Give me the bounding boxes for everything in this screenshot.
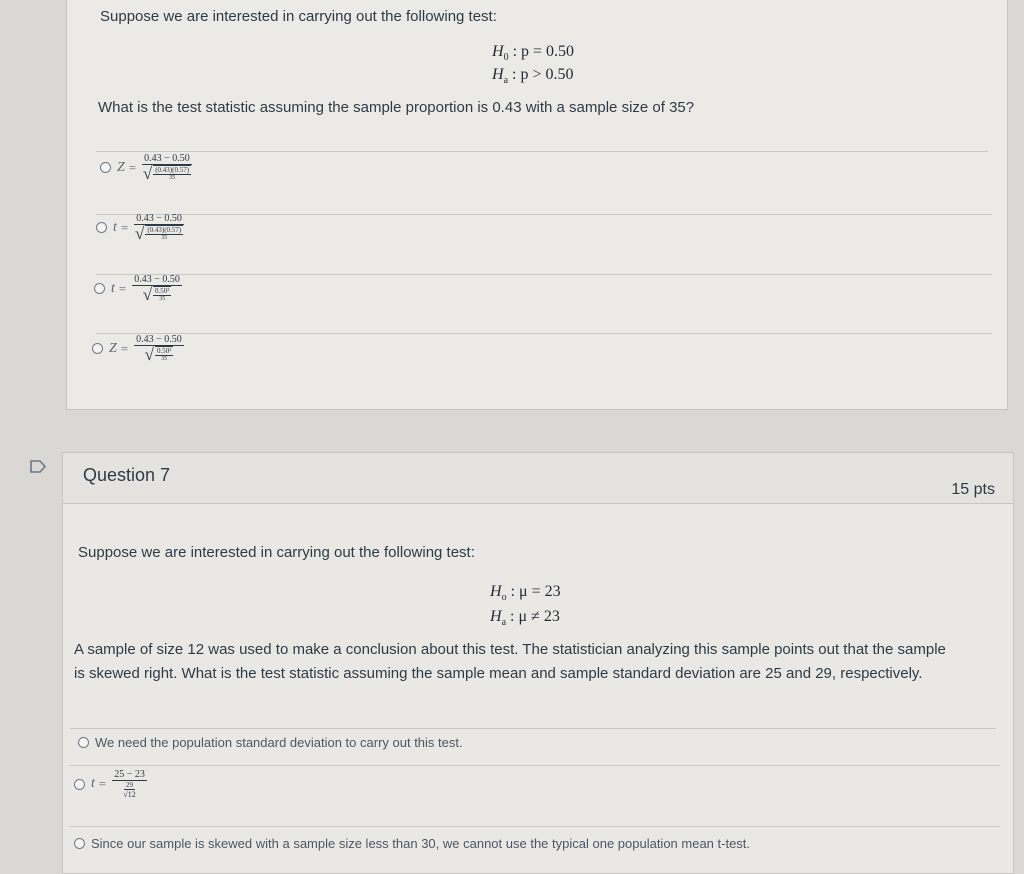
divider (96, 333, 992, 334)
q6-alt-hypothesis: $H_a$ : p > 0.50 (492, 66, 574, 87)
q7-alt-hypothesis: $H_a$ : μ ≠ 23 (490, 608, 560, 629)
radio-button[interactable] (92, 343, 103, 354)
divider (96, 151, 988, 152)
radio-button[interactable] (96, 222, 107, 233)
divider (70, 826, 1000, 827)
q6-option-1[interactable]: Z = 0.43 − 0.50 √ (0.43)(0.57) 35 (100, 153, 192, 183)
q6-intro: Suppose we are interested in carrying out the following test: (100, 8, 497, 25)
formula-fraction: 0.43 − 0.50 √ 0.50² 35 (136, 334, 182, 365)
q7-body-line-2: is skewed right. What is the test statistic assuming the sample mean and sample standard deviation are 25 and 29, respectively. (74, 665, 923, 682)
formula-fraction: 0.43 − 0.50 √ (0.43)(0.57) 35 (142, 153, 190, 184)
question-title: Question 7 (83, 465, 171, 485)
formula-fraction: 25 − 23 29 √12 (114, 769, 145, 800)
question-7-card (62, 452, 1014, 874)
q7-body-line-1: A sample of size 12 was used to make a conclusion about this test. The statistician analyzing this sample points out that the sample (74, 641, 946, 658)
question-points: 15 pts (951, 481, 995, 498)
divider (96, 214, 992, 215)
flag-question-icon[interactable] (30, 460, 46, 473)
formula-fraction: 0.43 − 0.50 √ 0.50² 35 (134, 274, 180, 305)
divider (96, 274, 992, 275)
formula-fraction: 0.43 − 0.50 √ (0.43)(0.57) 35 (134, 213, 182, 244)
q7-null-hypothesis: $H_o$ : μ = 23 (490, 583, 561, 604)
q6-option-3[interactable]: t = 0.43 − 0.50 √ 0.50² 35 (94, 274, 182, 304)
question-header (63, 453, 1013, 504)
radio-button[interactable] (74, 838, 85, 849)
q7-option-a[interactable]: We need the population standard deviation to carry out this test. (78, 735, 463, 750)
radio-button[interactable] (94, 283, 105, 294)
radio-button[interactable] (78, 737, 89, 748)
q7-intro: Suppose we are interested in carrying out the following test: (78, 544, 475, 561)
q6-option-4[interactable]: Z = 0.43 − 0.50 √ 0.50² 35 (92, 334, 184, 364)
q7-option-c[interactable]: Since our sample is skewed with a sample size less than 30, we cannot use the typical one population mean t-test. (74, 836, 750, 851)
divider (70, 765, 1000, 766)
q6-question: What is the test statistic assuming the sample proportion is 0.43 with a sample size of 35? (98, 99, 695, 116)
radio-button[interactable] (100, 162, 111, 173)
q6-null-hypothesis: $H_0$ : p = 0.50 (492, 43, 575, 64)
radio-button[interactable] (74, 779, 85, 790)
q6-option-2[interactable]: t = 0.43 − 0.50 √ (0.43)(0.57) 35 (96, 213, 184, 243)
divider (70, 728, 996, 729)
q7-option-b[interactable]: t = 25 − 23 29 √12 (74, 769, 147, 800)
